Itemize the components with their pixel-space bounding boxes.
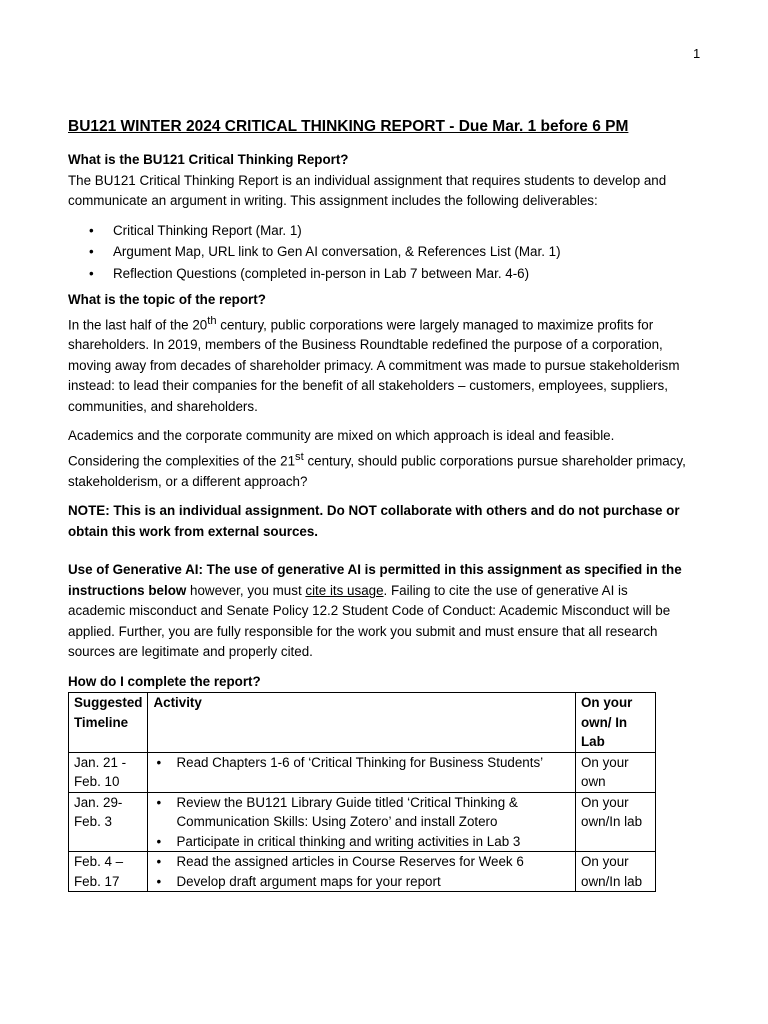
activity-item: • Review the BU121 Library Guide titled ‘Critical Thinking & Communication Skills: Using Zotero’ and install Zotero	[153, 793, 570, 832]
header-timeline: Suggested Timeline	[69, 693, 148, 753]
table-row	[69, 852, 656, 892]
deliverable-item: • Argument Map, URL link to Gen AI conversation, & References List (Mar. 1)	[68, 241, 688, 263]
table-row	[69, 792, 656, 852]
topic-heading: What is the topic of the report?	[68, 292, 266, 307]
superscript: st	[295, 450, 304, 463]
activity-cell	[148, 752, 576, 792]
superscript: th	[207, 314, 217, 327]
table-row	[69, 752, 656, 792]
text-span: century, should public corporations pursue shareholder primacy, stakeholderism, or a different approach?	[68, 453, 686, 489]
report-title: BU121 WINTER 2024 CRITICAL THINKING REPORT - Due Mar. 1 before 6 PM	[68, 118, 629, 135]
gen-ai-paragraph	[68, 560, 688, 663]
text-span: . Failing to cite the use of generative AI is academic misconduct and Senate Policy 12.2 Student Code of Conduct: Academic Misconduct will be applied. Further, you are fully responsible for the work you submit and must ensure that all research sources are legitimate and properly cited.	[68, 582, 671, 660]
what-is-text: The BU121 Critical Thinking Report is an individual assignment that requires students to develop and communicate an argument in writing. This assignment includes the following deliverables:	[68, 172, 667, 208]
complete-heading: How do I complete the report?	[68, 673, 261, 689]
text-span: century, public corporations were largely managed to maximize profits for shareholders. In 2019, members of the Business Roundtable redefined the purpose of a corporation, moving away from decades of shareholder primacy. A commitment was made to pursue stakeholderism instead: to lead their companies for the benefit of all stakeholders – customers, employees, suppliers, communities, and shareholders.	[68, 316, 680, 414]
deliverables-list	[68, 220, 688, 285]
what-is-heading: What is the BU121 Critical Thinking Report?	[68, 152, 349, 167]
topic-paragraph-2	[68, 426, 688, 492]
header-activity: Activity	[148, 693, 576, 753]
timeline-cell: Jan. 21 - Feb. 10	[69, 752, 148, 792]
activity-cell	[148, 852, 576, 892]
deliverable-item: • Reflection Questions (completed in-person in Lab 7 between Mar. 4-6)	[68, 263, 688, 285]
header-where: On your own/ In Lab	[576, 693, 656, 753]
text-span: however, you must	[186, 582, 306, 598]
where-cell: On your own/In lab	[576, 792, 656, 852]
note-paragraph: NOTE: This is an individual assignment. Do NOT collaborate with others and do not purchase or obtain this work from external sources.	[68, 503, 680, 539]
table-header-row	[69, 693, 656, 753]
text-span: In the last half of the 20	[68, 316, 208, 332]
where-cell: On your own	[576, 752, 656, 792]
cite-usage-underlined: cite its usage	[305, 582, 384, 598]
timeline-cell: Jan. 29- Feb. 3	[69, 792, 148, 852]
timeline-cell: Feb. 4 – Feb. 17	[69, 852, 148, 892]
text-span: Academics and the corporate community are mixed on which approach is ideal and feasible. Considering the complexities of the 21	[68, 428, 615, 469]
where-cell: On your own/In lab	[576, 852, 656, 892]
document-body	[68, 116, 688, 892]
activity-item: • Read Chapters 1-6 of ‘Critical Thinking for Business Students’	[153, 753, 570, 773]
page-number: 1	[693, 46, 701, 61]
topic-paragraph-1	[68, 311, 688, 418]
timeline-table	[68, 692, 656, 892]
gen-ai-bold: Use of Generative AI: The use of generative AI is permitted in this assignment as specified in the instructions below	[68, 562, 682, 598]
activity-item: • Develop draft argument maps for your report	[153, 872, 570, 892]
activity-item: • Read the assigned articles in Course Reserves for Week 6	[153, 852, 570, 872]
deliverable-item: • Critical Thinking Report (Mar. 1)	[68, 220, 688, 242]
activity-cell	[148, 792, 576, 852]
activity-item: • Participate in critical thinking and writing activities in Lab 3	[153, 832, 570, 852]
